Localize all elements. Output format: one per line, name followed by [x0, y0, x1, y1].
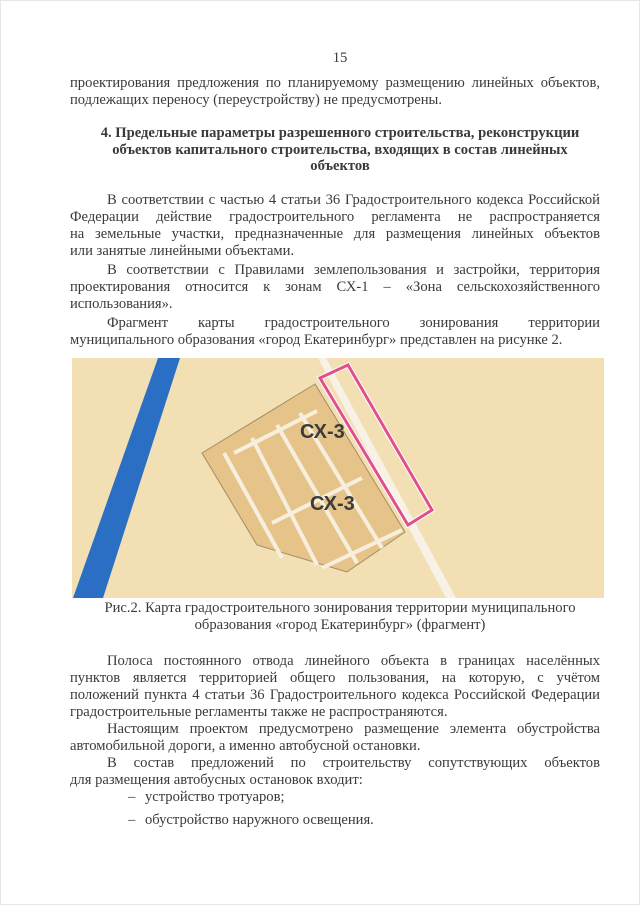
paragraph-line: Федерации действие градостроительного регламента не распространяется — [70, 209, 600, 225]
zoning-map-figure — [72, 358, 604, 598]
list-item-text: обустройство наружного освещения. — [144, 812, 374, 828]
page-number: 15 — [332, 50, 348, 66]
paragraph-line: В состав предложений по строительству сопутствующих объектов — [107, 755, 600, 771]
intro-line: проектирования предложения по планируемому размещению линейных объектов, — [70, 75, 600, 91]
bullet-marker: – — [128, 812, 136, 828]
list-item — [128, 812, 374, 829]
paragraph-line: В соответствии с Правилами землепользования и застройки, территория — [107, 262, 600, 278]
list-item — [128, 789, 285, 806]
paragraph-line: на земельные участки, предназначенные для размещения линейных объектов — [70, 226, 600, 242]
paragraph-line: Полоса постоянного отвода линейного объекта в границах населённых — [107, 653, 600, 669]
list-item-text: устройство тротуаров; — [144, 789, 285, 805]
section-heading: 4. Предельные параметры разрешенного строительства, реконструкции — [100, 125, 580, 141]
section-heading: объектов — [310, 158, 370, 174]
paragraph-line: проектирования относится к зонам СХ-1 – «Зона сельскохозяйственного — [70, 279, 600, 295]
paragraph-line: для размещения автобусных остановок входит: — [70, 772, 363, 788]
paragraph-line: положений пункта 4 статьи 36 Градостроительного кодекса Российской Федерации — [70, 687, 600, 703]
intro-line: подлежащих переносу (переустройству) не предусмотрены. — [70, 92, 442, 108]
paragraph-line: Фрагмент карты градостроительного зонирования территории — [107, 315, 600, 331]
figure-caption: образования «город Екатеринбург» (фрагмент) — [194, 617, 486, 633]
bullet-marker: – — [128, 789, 136, 805]
paragraph-line: автомобильной дороги, а именно автобусной остановки. — [70, 738, 421, 754]
zone-label: СХ-3 — [310, 493, 355, 515]
paragraph-line: муниципального образования «город Екатеринбург» представлен на рисунке 2. — [70, 332, 563, 348]
section-heading: объектов капитального строительства, входящих в состав линейных — [112, 142, 568, 158]
paragraph-line: В соответствии с частью 4 статьи 36 Градостроительного кодекса Российской — [107, 192, 600, 208]
paragraph-line: градостроительные регламенты также не распространяются. — [70, 704, 448, 720]
figure-caption: Рис.2. Карта градостроительного зонирования территории муниципального — [104, 600, 576, 616]
zone-label: СХ-3 — [300, 421, 345, 443]
paragraph-line: или занятые линейными объектами. — [70, 243, 295, 259]
paragraph-line: пунктов является территорией общего пользования, на которую, с учётом — [70, 670, 600, 686]
paragraph-line: Настоящим проектом предусмотрено размещение элемента обустройства — [107, 721, 600, 737]
paragraph-line: использования». — [70, 296, 173, 312]
